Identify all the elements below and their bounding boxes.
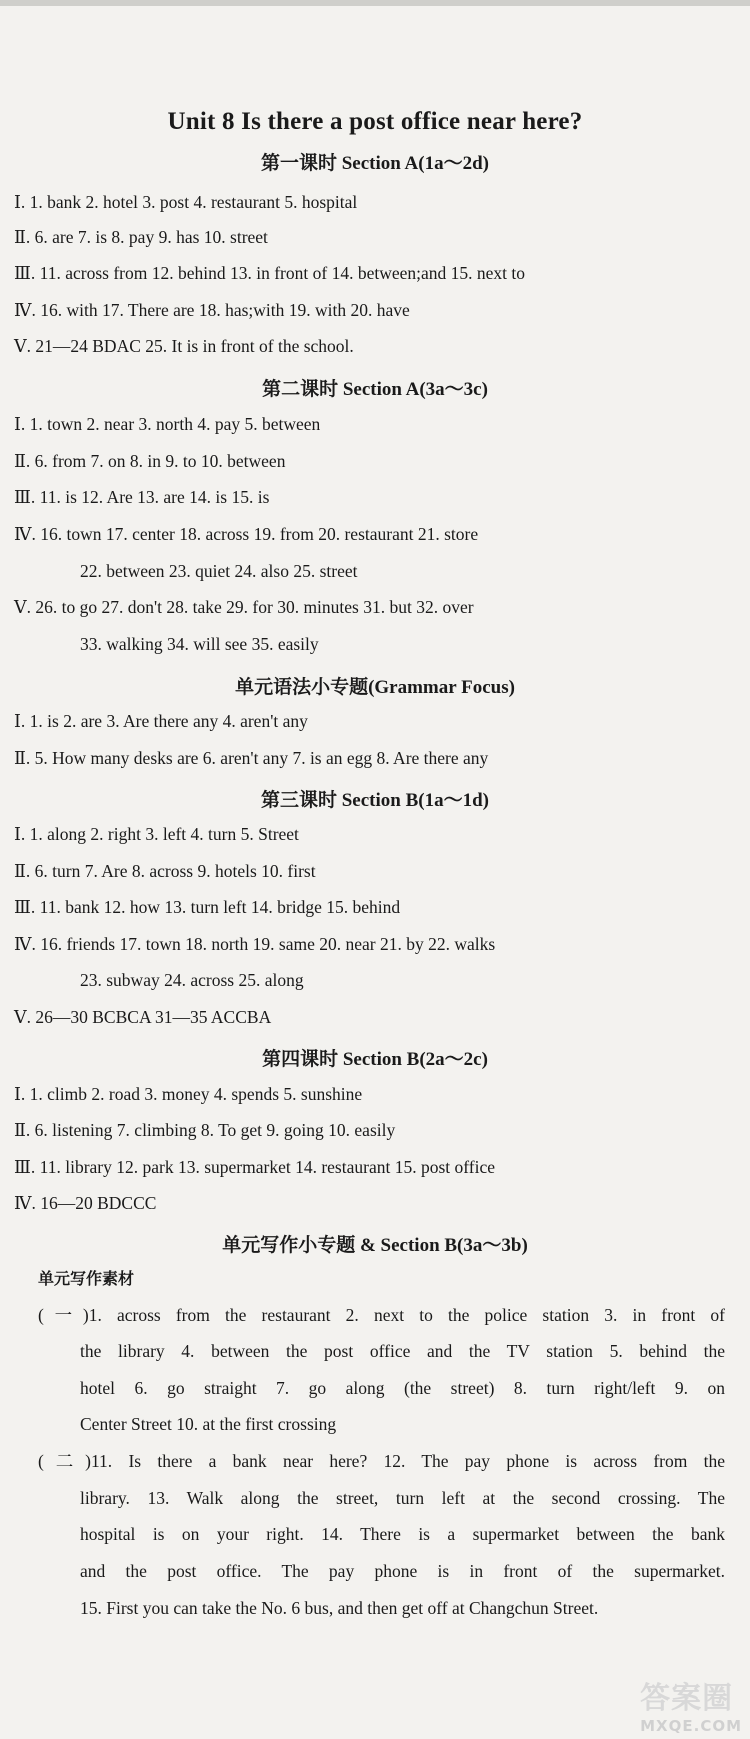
answer-line: Ⅱ. 6. are 7. is 8. pay 9. has 10. street (14, 227, 268, 247)
section-heading-6: 单元写作小专题 & Section B(3a～3b) (222, 1235, 528, 1256)
section-heading-1: 第一课时 Section A(1a～2d) (260, 153, 489, 174)
answer-line: Ⅱ. 6. listening 7. climbing 8. To get 9. going 10. easily (14, 1120, 396, 1140)
answer-line: Ⅱ. 5. How many desks are 6. aren't any 7. is an egg 8. Are there any (14, 748, 489, 768)
answer-line: 22. between 23. quiet 24. also 25. street (80, 561, 358, 581)
answer-line: Ⅱ. 6. turn 7. Are 8. across 9. hotels 10. first (14, 861, 316, 881)
answer-line: Ⅱ. 6. from 7. on 8. in 9. to 10. between (14, 451, 286, 471)
section-heading-4: 第三课时 Section B(1a～1d) (260, 790, 489, 811)
section-heading-2: 第二课时 Section A(3a～3c) (262, 379, 488, 400)
answer-line: Ⅲ. 11. across from 12. behind 13. in front of 14. between;and 15. next to (14, 263, 525, 283)
section-heading-5: 第四课时 Section B(2a～2c) (262, 1049, 488, 1070)
writing-material-subheading: 单元写作素材 (38, 1269, 135, 1288)
section-heading-3: 单元语法小专题(Grammar Focus) (235, 677, 515, 698)
answer-line: Center Street 10. at the first crossing (80, 1414, 337, 1434)
answer-line: Ⅰ. 1. climb 2. road 3. money 4. spends 5. sunshine (14, 1084, 363, 1104)
answer-line: hotel 6. go straight 7. go along (the street) 8. turn right/left 9. on (80, 1378, 725, 1398)
answer-line: Ⅴ. 26. to go 27. don't 28. take 29. for 30. minutes 31. but 32. over (14, 597, 474, 617)
answer-line: Ⅴ. 26—30 BCBCA 31—35 ACCBA (14, 1007, 272, 1027)
answer-line: 33. walking 34. will see 35. easily (80, 634, 319, 654)
answer-line: the library 4. between the post office and the TV station 5. behind the (80, 1341, 725, 1361)
answer-line: (一)1. across from the restaurant 2. next to the police station 3. in front of (38, 1305, 725, 1325)
answer-line: (二)11. Is there a bank near here? 12. The pay phone is across from the (38, 1451, 725, 1471)
answer-line: Ⅳ. 16. friends 17. town 18. north 19. same 20. near 21. by 22. walks (14, 934, 496, 954)
answer-line: 15. First you can take the No. 6 bus, and then get off at Changchun Street. (80, 1598, 599, 1618)
answer-line: Ⅳ. 16—20 BDCCC (14, 1193, 157, 1213)
answer-line: and the post office. The pay phone is in front of the supermarket. (80, 1561, 725, 1581)
answer-line: Ⅰ. 1. town 2. near 3. north 4. pay 5. between (14, 414, 321, 434)
answer-line: 23. subway 24. across 25. along (80, 970, 304, 990)
answer-line: Ⅴ. 21—24 BDAC 25. It is in front of the school. (14, 336, 354, 356)
answer-line: Ⅰ. 1. bank 2. hotel 3. post 4. restaurant 5. hospital (14, 192, 358, 212)
answer-line: Ⅲ. 11. is 12. Are 13. are 14. is 15. is (14, 487, 270, 507)
answer-line: Ⅲ. 11. bank 12. how 13. turn left 14. bridge 15. behind (14, 897, 401, 917)
answer-line: Ⅲ. 11. library 12. park 13. supermarket 14. restaurant 15. post office (14, 1157, 495, 1177)
answer-line: Ⅰ. 1. is 2. are 3. Are there any 4. aren't any (14, 711, 308, 731)
answer-line: library. 13. Walk along the street, turn left at the second crossing. The (80, 1488, 725, 1508)
answer-line: Ⅰ. 1. along 2. right 3. left 4. turn 5. Street (14, 824, 299, 844)
answer-line: Ⅳ. 16. with 17. There are 18. has;with 19. with 20. have (14, 300, 410, 320)
answer-line: hospital is on your right. 14. There is a supermarket between the bank (80, 1524, 725, 1544)
answer-line: Ⅳ. 16. town 17. center 18. across 19. from 20. restaurant 21. store (14, 524, 479, 544)
page-title: Unit 8 Is there a post office near here? (167, 108, 583, 135)
watermark-logo: 答案圈 MXQE.COM (640, 1681, 742, 1735)
